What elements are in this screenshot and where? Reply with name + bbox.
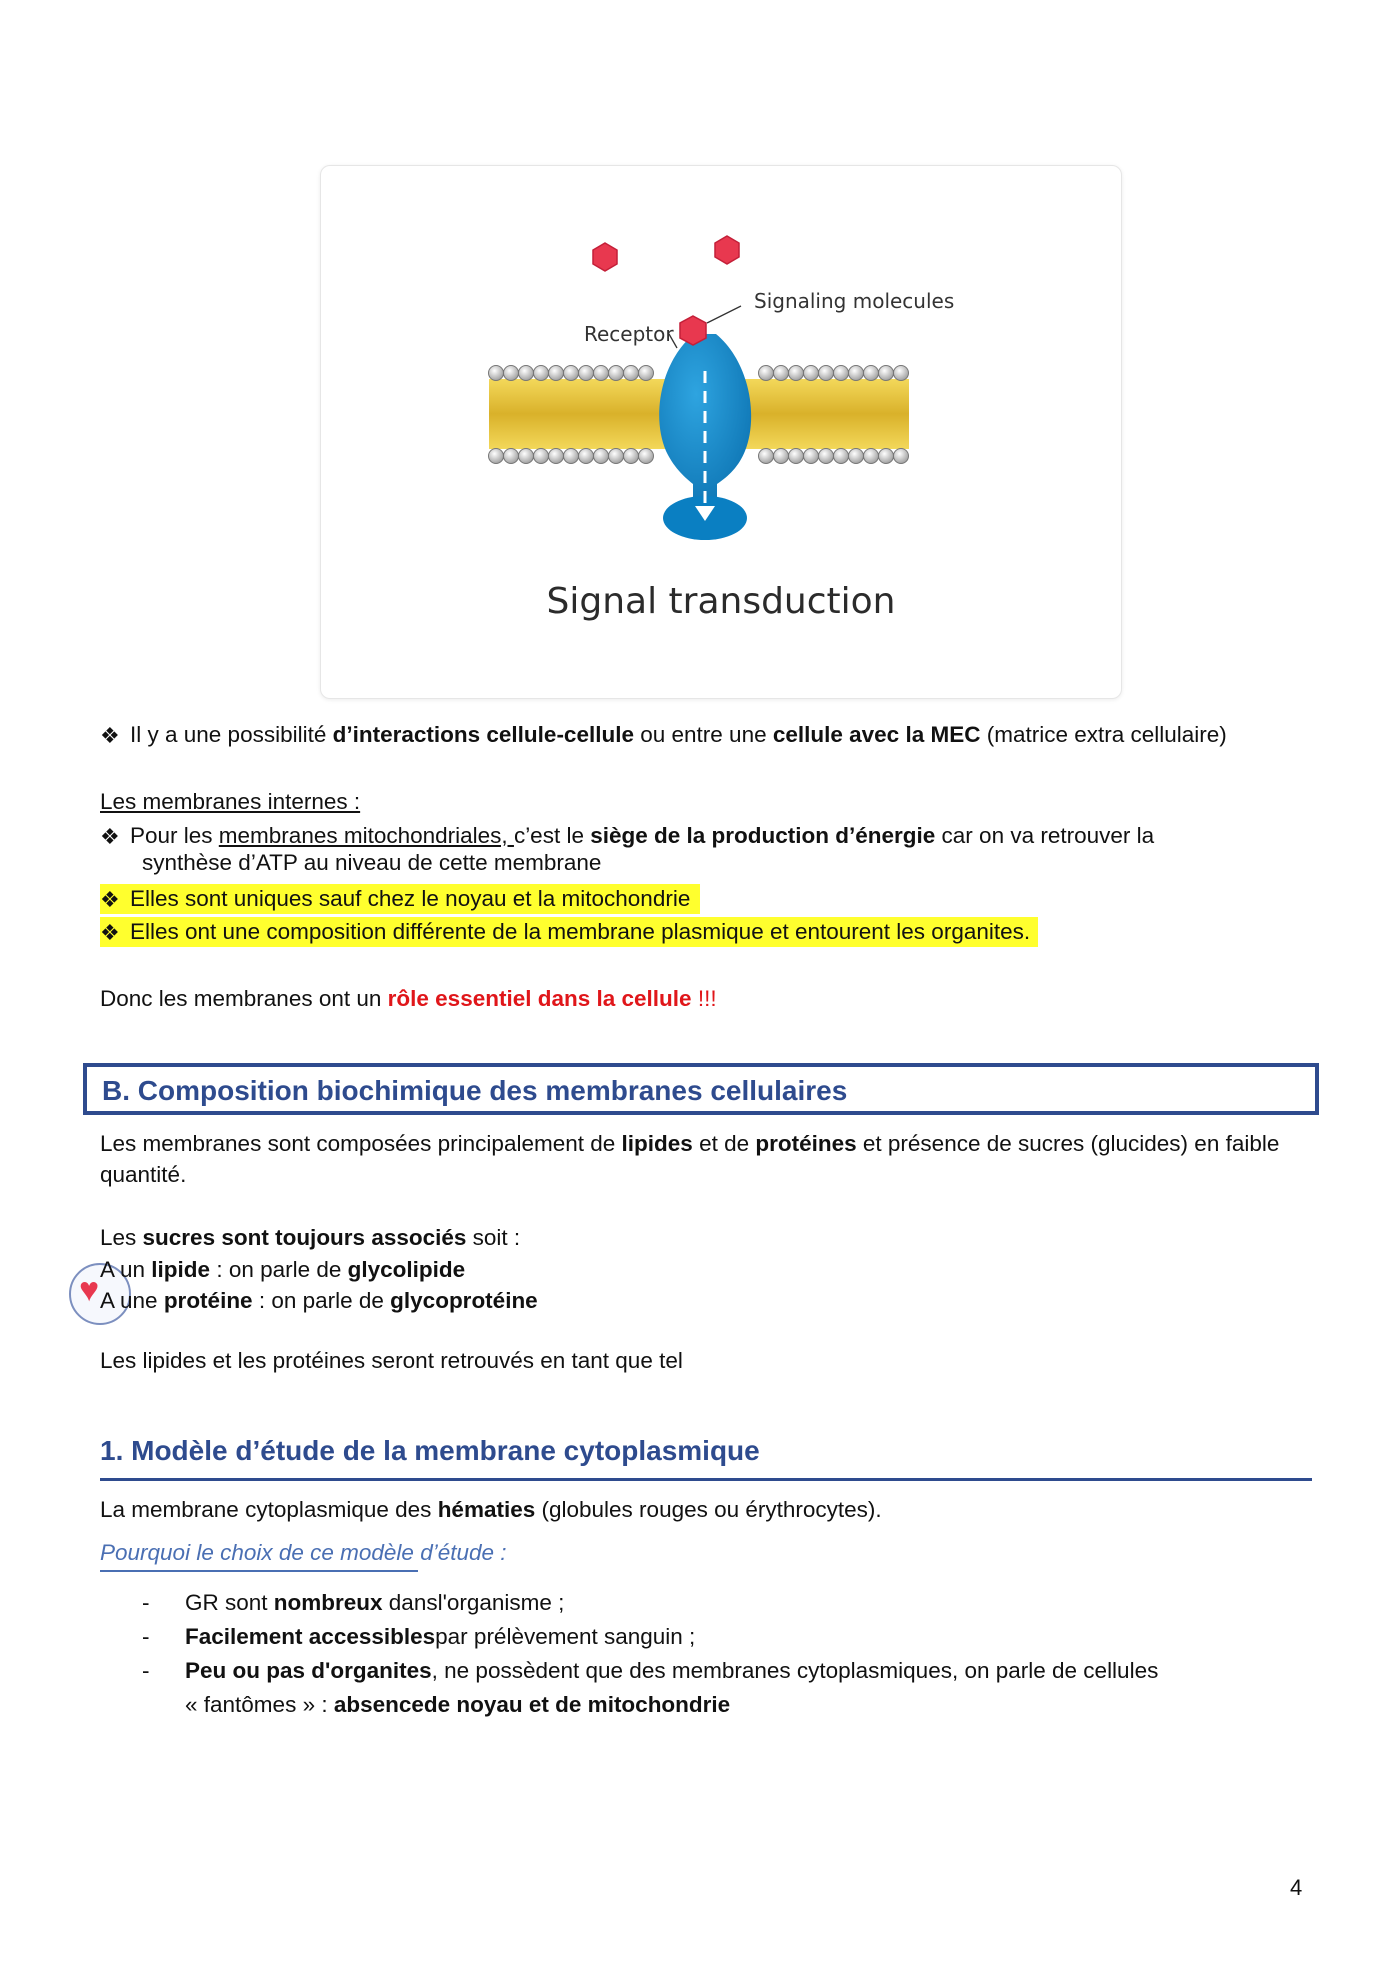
signal-transduction-figure	[320, 165, 1122, 699]
phospholipid-head	[819, 366, 834, 381]
phospholipid-head	[774, 366, 789, 381]
phospholipid-head	[849, 366, 864, 381]
signaling-molecule-hexagon	[593, 243, 617, 271]
phospholipid-head	[894, 366, 909, 381]
diamond-bullet-icon: ❖	[100, 887, 120, 912]
phospholipid-head	[624, 366, 639, 381]
phospholipid-head	[504, 366, 519, 381]
phospholipid-head	[864, 449, 879, 464]
signaling-leader-line	[707, 306, 741, 323]
bound-signaling-molecule-hexagon	[680, 316, 706, 345]
why-model-link[interactable]: Pourquoi le choix de ce modèle d’étude :	[100, 1540, 507, 1565]
phospholipid-head	[639, 449, 654, 464]
diamond-bullet-icon: ❖	[100, 920, 120, 945]
phospholipid-head	[864, 366, 879, 381]
hematies-line: La membrane cytoplasmique des hématies (globules rouges ou érythrocytes).	[100, 1497, 882, 1522]
label-signaling-molecules: Signaling molecules	[754, 289, 955, 313]
phospholipid-head	[819, 449, 834, 464]
glycoproteine-line: A une protéine : on parle de glycoprotéine	[100, 1288, 538, 1313]
list-item: Peu ou pas d'organites, ne possèdent que des membranes cytoplasmiques, on parle de cellules	[185, 1658, 1159, 1683]
section-1-title: 1. Modèle d’étude de la membrane cytoplasmique	[100, 1435, 760, 1466]
list-item: Facilement accessiblespar prélèvement sanguin ;	[185, 1624, 696, 1649]
phospholipid-head	[594, 449, 609, 464]
label-receptor: Receptor	[584, 322, 674, 346]
bullet-mitochondrial-line2: synthèse d’ATP au niveau de cette membrane	[142, 850, 602, 875]
figure-title: Signal transduction	[546, 581, 896, 622]
heart-icon: ♥	[79, 1271, 100, 1309]
phospholipid-head	[564, 366, 579, 381]
phospholipid-head	[879, 449, 894, 464]
phospholipid-head	[519, 449, 534, 464]
phospholipid-head	[834, 366, 849, 381]
bullet-interactions: ❖ Il y a une possibilité d’interactions cellule-cellule ou entre une cellule avec la MEC (matrice extra cellulaire)	[100, 722, 1227, 748]
phospholipid-head	[489, 449, 504, 464]
phospholipid-head	[579, 366, 594, 381]
why-model-underline	[100, 1570, 418, 1572]
section-b-title: B. Composition biochimique des membranes cellulaires	[102, 1075, 848, 1106]
internal-membranes-heading: Les membranes internes :	[100, 789, 361, 814]
phospholipid-head	[759, 366, 774, 381]
composition-paragraph-line2: quantité.	[100, 1162, 187, 1187]
bullet-unique-highlight: ❖ Elles sont uniques sauf chez le noyau et la mitochondrie	[100, 884, 700, 914]
phospholipid-head	[759, 449, 774, 464]
phospholipid-head	[549, 366, 564, 381]
phospholipid-head	[489, 366, 504, 381]
phospholipid-head	[804, 366, 819, 381]
section-b-heading-box	[83, 1063, 1319, 1115]
phospholipid-head	[849, 449, 864, 464]
diamond-bullet-icon: ❖	[100, 723, 120, 748]
phospholipid-head	[789, 366, 804, 381]
phospholipid-head	[579, 449, 594, 464]
phospholipid-head	[789, 449, 804, 464]
phospholipid-head	[534, 449, 549, 464]
phospholipid-head	[804, 449, 819, 464]
list-item-line2: « fantômes » : absencede noyau et de mitochondrie	[185, 1692, 731, 1717]
glycolipide-line: A un lipide : on parle de glycolipide	[100, 1257, 466, 1282]
page-number: 4	[1290, 1875, 1303, 1900]
phospholipid-head	[834, 449, 849, 464]
bullet-mitochondrial: ❖ Pour les membranes mitochondriales, c’est le siège de la production d’énergie car on va retrouver la	[100, 823, 1155, 849]
phospholipid-head	[624, 449, 639, 464]
list-dash: -	[142, 1624, 150, 1649]
phospholipid-head	[594, 366, 609, 381]
bullet-composition-highlight: ❖ Elles ont une composition différente de la membrane plasmique et entourent les organites.	[100, 917, 1038, 947]
section-1-underline	[100, 1478, 1312, 1481]
list-item: GR sont nombreux dansl'organisme ;	[185, 1590, 565, 1615]
conclusion-line: Donc les membranes ont un rôle essentiel dans la cellule !!!	[100, 986, 717, 1011]
diamond-bullet-icon: ❖	[100, 824, 120, 849]
phospholipid-head	[609, 449, 624, 464]
phospholipid-head	[564, 449, 579, 464]
composition-paragraph: Les membranes sont composées principalement de lipides et de protéines et présence de sucres (glucides) en faible	[100, 1131, 1280, 1156]
phospholipid-head	[534, 366, 549, 381]
signaling-molecule-hexagon	[715, 236, 739, 264]
phospholipid-head	[549, 449, 564, 464]
phospholipid-head	[879, 366, 894, 381]
phospholipid-head	[774, 449, 789, 464]
lipids-proteins-line: Les lipides et les protéines seront retrouvés en tant que tel	[100, 1348, 683, 1373]
phospholipid-head	[519, 366, 534, 381]
phospholipid-head	[609, 366, 624, 381]
sugars-line: Les sucres sont toujours associés soit :	[100, 1225, 521, 1250]
phospholipid-head	[894, 449, 909, 464]
phospholipid-head	[504, 449, 519, 464]
list-dash: -	[142, 1658, 150, 1683]
list-dash: -	[142, 1590, 150, 1615]
phospholipid-head	[639, 366, 654, 381]
